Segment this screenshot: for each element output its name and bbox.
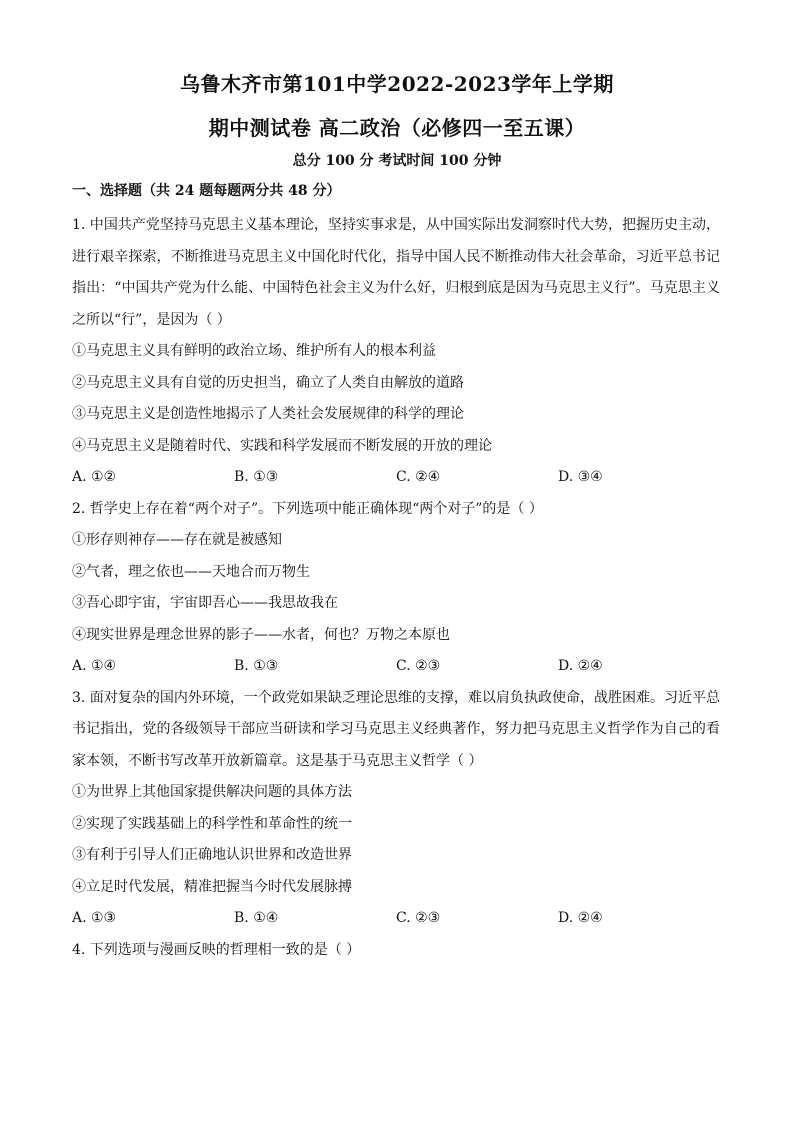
question-3-choice-b: B. ①④ [234, 910, 279, 926]
question-1-choices [72, 462, 720, 494]
question-2-choice-d: D. ②④ [558, 658, 603, 674]
question-3-choice-d: D. ②④ [558, 910, 603, 926]
exam-title-line1: 乌鲁木齐市第101中学2022-2023学年上学期 [180, 72, 614, 96]
question-2-choice-b: B. ①③ [234, 658, 279, 674]
question-3-item-2: ②实现了实践基础上的科学性和革命性的统一 [72, 815, 352, 832]
question-3-item-4: ④立足时代发展，精准把握当今时代发展脉搏 [72, 878, 352, 895]
question-3-item-3: ③有利于引导人们正确地认识世界和改造世界 [72, 847, 352, 863]
question-1-choice-c: C. ②④ [396, 469, 441, 485]
question-3-choices [72, 903, 720, 935]
question-1-item-4: ④马克思主义是随着时代、实践和科学发展而不断发展的开放的理论 [72, 437, 492, 454]
questions-body [72, 210, 720, 966]
question-2-stem: 2. 哲学史上存在着“两个对子”。下列选项中能正确体现“两个对子”的是（ ） [72, 500, 543, 517]
question-2-item-1: ①形存则神存——存在就是被感知 [72, 532, 282, 548]
question-2-item-2: ②气者，理之依也——天地合而万物生 [72, 563, 310, 580]
question-3-choice-a: A. ①③ [72, 910, 117, 926]
question-1-item-3: ③马克思主义是创造性地揭示了人类社会发展规律的科学的理论 [72, 406, 464, 422]
exam-title-line2: 期中测试卷 高二政治（必修四一至五课） [208, 116, 586, 140]
question-2-item-3: ③吾心即宇宙，宇宙即吾心——我思故我在 [72, 595, 338, 611]
question-1-choice-a: A. ①② [72, 469, 117, 485]
question-2-choices [72, 651, 720, 683]
question-1-stem: 1. 中国共产党坚持马克思主义基本理论，坚持实事求是，从中国实际出发洞察时代大势，把握历史主动，进行艰辛探索，不断推进马克思主义中国化时代化，指导中国人民不断推动伟大社会革命，习近平总书记指出：“中国共产党为什么能、中国特色社会主义为什么好，归根到底是因为马克思主义行”。马克思主义之所以“行”，是因为（ ） [72, 217, 720, 328]
question-4-stem: 4. 下列选项与漫画反映的哲理相一致的是（ ） [72, 941, 361, 958]
section-heading: 一、选择题（共 24 题每题两分共 48 分） [72, 183, 341, 199]
exam-subtitle: 总分 100 分 考试时间 100 分钟 [292, 153, 502, 169]
question-1-choice-d: D. ③④ [558, 469, 603, 485]
question-1-item-2: ②马克思主义具有自觉的历史担当，确立了人类自由解放的道路 [72, 374, 464, 391]
question-2-item-4: ④现实世界是理念世界的影子——水者，何也？万物之本原也 [72, 626, 450, 643]
question-3-stem: 3. 面对复杂的国内外环境，一个政党如果缺乏理论思维的支撑，难以肩负执政使命，战胜困难。习近平总书记指出，党的各级领导干部应当研读和学习马克思主义经典著作，努力把马克思主义哲学作为自己的看家本领，不断书写改革开放新篇章。这是基于马克思主义哲学（ ） [72, 689, 720, 769]
question-1-item-1: ①马克思主义具有鲜明的政治立场、维护所有人的根本利益 [72, 343, 436, 359]
question-3-choice-c: C. ②③ [396, 910, 441, 926]
question-2-choice-a: A. ①④ [72, 658, 117, 674]
question-3-item-1: ①为世界上其他国家提供解决问题的具体方法 [72, 784, 352, 800]
question-1-choice-b: B. ①③ [234, 469, 279, 485]
question-2-choice-c: C. ②③ [396, 658, 441, 674]
